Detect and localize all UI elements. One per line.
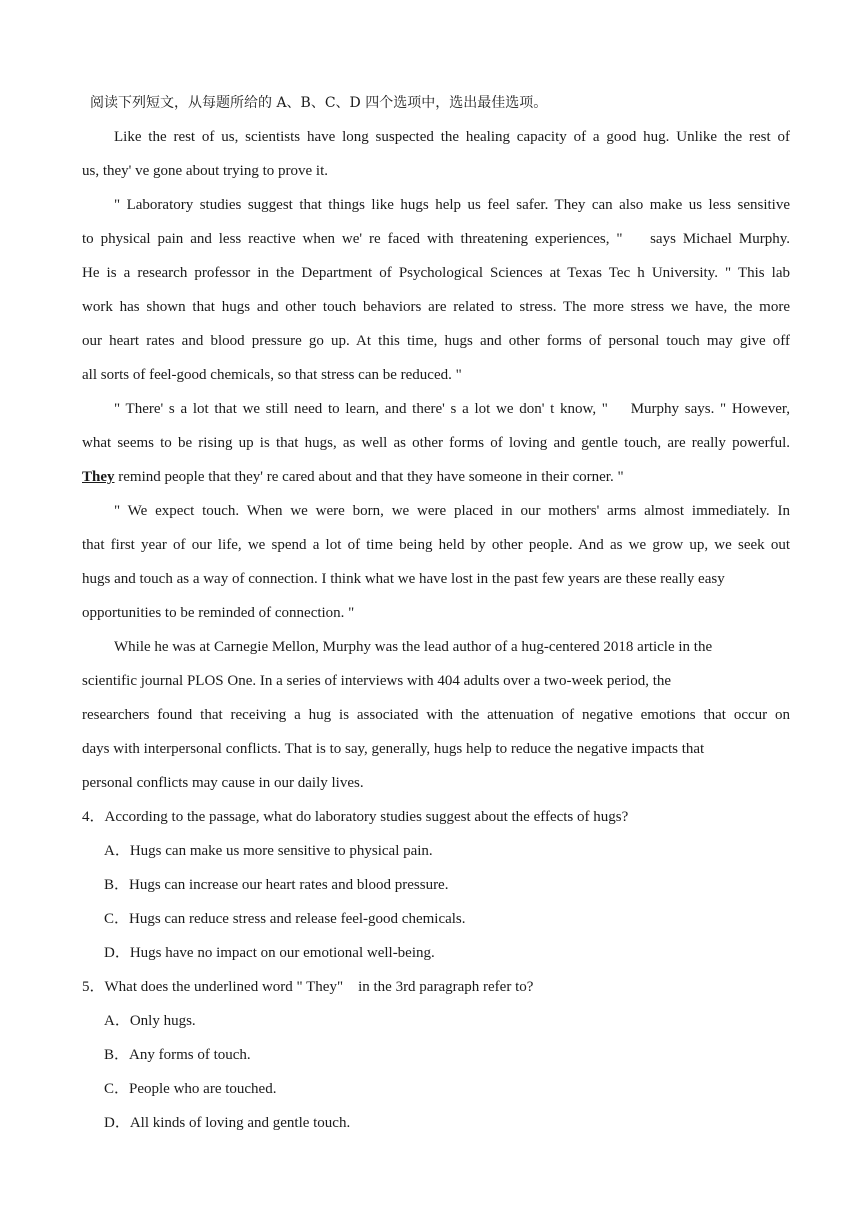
passage-line: to physical pain and less reactive when we' re faced with threatening experiences, " says Michael Murphy. — [82, 231, 790, 247]
passage-line: scientific journal PLOS One. In a series of interviews with 404 adults over a two-week period, the — [82, 673, 672, 689]
passage-line: researchers found that receiving a hug is associated with the attenuation of negative emotions that occur on — [82, 707, 790, 723]
passage-line: opportunities to be reminded of connection. " — [82, 605, 355, 621]
passage-line — [82, 460, 790, 494]
passage-line: personal conflicts may cause in our daily lives. — [82, 775, 364, 791]
passage-line: " Laboratory studies suggest that things like hugs help us feel safer. They can also make us less sensitive — [114, 197, 790, 213]
passage-line: that first year of our life, we spend a lot of time being held by other people. And as we grow up, we seek out — [82, 537, 790, 553]
exam-page — [82, 86, 790, 1140]
option-c[interactable]: C．Hugs can reduce stress and release feel-good chemicals. — [104, 911, 466, 927]
option-c[interactable]: C．People who are touched. — [104, 1081, 277, 1097]
passage-line: our heart rates and blood pressure go up. At this time, hugs and other forms of personal touch may give off — [82, 333, 790, 349]
option-b[interactable]: B．Hugs can increase our heart rates and blood pressure. — [104, 877, 449, 893]
paragraph-4 — [82, 494, 790, 630]
question-5 — [82, 970, 790, 1140]
option-a[interactable]: A．Hugs can make us more sensitive to physical pain. — [104, 843, 433, 859]
paragraph-5 — [82, 630, 790, 800]
passage-line: hugs and touch as a way of connection. I think what we have lost in the past few years are these really easy — [82, 571, 725, 587]
paragraph-3 — [82, 392, 790, 494]
passage-line: While he was at Carnegie Mellon, Murphy was the lead author of a hug-centered 2018 article in the — [114, 639, 713, 655]
paragraph-2 — [82, 188, 790, 392]
option-b[interactable]: B．Any forms of touch. — [104, 1047, 251, 1063]
passage-line: days with interpersonal conflicts. That is to say, generally, hugs help to reduce the negative impacts that — [82, 741, 705, 757]
option-d[interactable]: D．Hugs have no impact on our emotional well-being. — [104, 945, 435, 961]
underlined-word: They — [82, 469, 115, 485]
question-stem: 4．According to the passage, what do laboratory studies suggest about the effects of hugs? — [82, 809, 629, 825]
passage-line: work has shown that hugs and other touch behaviors are related to stress. The more stress we have, the more — [82, 299, 790, 315]
instruction-text: 阅读下列短文，从每题所给的 A、B、C、D 四个选项中，选出最佳选项。 — [90, 95, 548, 111]
passage-line: us, they' ve gone about trying to prove it. — [82, 163, 328, 179]
paragraph-1 — [82, 120, 790, 188]
passage-line: He is a research professor in the Department of Psychological Sciences at Texas Tec h University. " This lab — [82, 265, 790, 281]
option-d[interactable]: D．All kinds of loving and gentle touch. — [104, 1115, 351, 1131]
passage-text: remind people that they' re cared about and that they have someone in their corner. " — [114, 469, 624, 485]
option-a[interactable]: A．Only hugs. — [104, 1013, 196, 1029]
passage — [82, 120, 790, 800]
question-4 — [82, 800, 790, 970]
passage-line: Like the rest of us, scientists have long suspected the healing capacity of a good hug. Unlike the rest of — [114, 129, 790, 145]
passage-line: all sorts of feel-good chemicals, so that stress can be reduced. " — [82, 367, 462, 383]
passage-line: " We expect touch. When we were born, we were placed in our mothers' arms almost immediately. In — [114, 503, 790, 519]
passage-line: what seems to be rising up is that hugs, as well as other forms of loving and gentle touch, are really powerful. — [82, 435, 790, 451]
passage-line: " There' s a lot that we still need to learn, and there' s a lot we don' t know, " Murphy says. " However, — [114, 401, 790, 417]
question-stem: 5．What does the underlined word " They" in the 3rd paragraph refer to? — [82, 979, 534, 995]
